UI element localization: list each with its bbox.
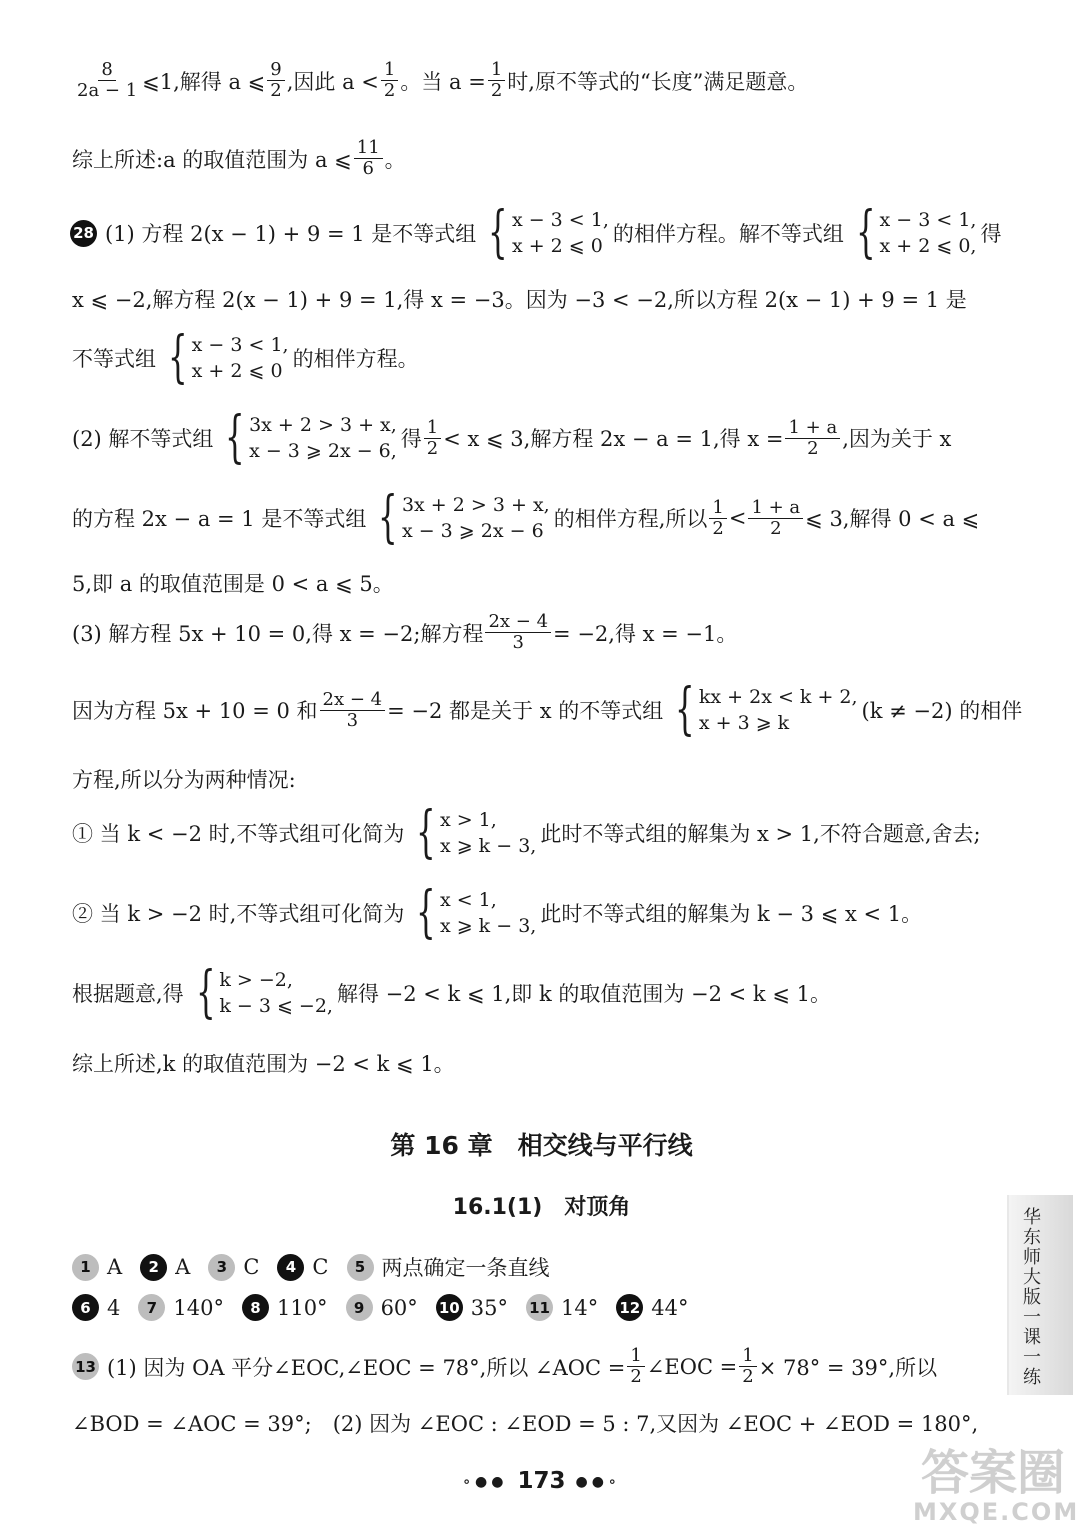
q28-part1-line2: x ⩽ −2,解方程 2(x − 1) + 9 = 1,得 x = −3。因为 −3 < −2,所以方程 2(x − 1) + 9 = 1 是 [72, 288, 967, 312]
watermark-logo: 答案圈 MXQE.COM [913, 1445, 1080, 1526]
q13-line1: 13 (1) 因为 OA 平分∠EOC,∠EOC = 78°,所以 ∠AOC = $\frac{1}{2}$ ∠EOC = $\frac{1}{2}$ × 78° = 39°,所以 [72, 1346, 937, 1387]
fraction: $\frac{1}{2}$ [627, 1346, 644, 1387]
fraction: $\frac{1 + a}{2}$ [785, 418, 840, 459]
q28-part1-line1: 28 (1) 方程 2(x − 1) + 9 = 1 是不等式组 { x − 3 < 1, x + 2 ⩽ 0 的相伴方程。解不等式组 { x − 3 < 1, x + 2 ⩽ 0, 得 [70, 205, 1001, 261]
inequality-system: { x − 3 < 1, x + 2 ⩽ 0, [855, 200, 977, 265]
answers-row-1 [72, 1252, 568, 1282]
chapter-title: 第 16 章 相交线与平行线 [390, 1131, 693, 1160]
fraction: $\frac{1}{2}$ [424, 418, 441, 459]
q28-part3-line2: 因为方程 5x + 10 = 0 和 $\frac{2x - 4}{3}$ = −2 都是关于 x 的不等式组 { kx + 2x < k + 2, x + 3 ⩾ k (k ≠ −2) 的相伴 [72, 677, 1023, 742]
q28-conclusion: 综上所述,k 的取值范围为 −2 < k ⩽ 1。 [72, 1052, 455, 1076]
answers-row-2 [72, 1294, 707, 1321]
q13-line2: ∠BOD = ∠AOC = 39°; (2) 因为 ∠EOC : ∠EOD = 5 : 7,又因为 ∠EOC + ∠EOD = 180°, [72, 1412, 979, 1436]
dots-decoration: ∘●● [462, 1473, 508, 1490]
answer-item: 10 35° [436, 1294, 508, 1321]
q28-part3-line1: (3) 解方程 5x + 10 = 0,得 x = −2;解方程 $\frac{2x - 4}{3}$ = −2,得 x = −1。 [72, 611, 738, 653]
inequality-system: { k > −2, k − 3 ⩽ −2, [195, 960, 333, 1025]
question-number-badge: 28 [70, 220, 97, 247]
line-1: $\frac{8}{2a - 1}$ ⩽1,解得 a ⩽ $\frac{9}{2}$ ,因此 a < $\frac{1}{2}$ 。当 a = $\frac{1}{2}$ 时,原不等式的“长度”满足题意。 [72, 60, 808, 101]
inequality-system: { 3x + 2 > 3 + x, x − 3 ⩾ 2x − 6, [225, 405, 397, 470]
q28-part2-line2: 的方程 2x − a = 1 是不等式组 { 3x + 2 > 3 + x, x − 3 ⩾ 2x − 6 的相伴方程,所以 $\frac{1}{2}$ < $\frac{1 + a}{2}$ ⩽ 3,解得 0 < a ⩽ [72, 485, 980, 550]
answer-item: 7 140° [138, 1294, 224, 1321]
answer-item: 5 两点确定一条直线 [347, 1252, 550, 1282]
answer-item: 11 14° [526, 1294, 598, 1321]
fraction: $\frac{1}{2}$ [381, 60, 398, 101]
section-title: 16.1(1) 对顶角 [452, 1195, 631, 1220]
inequality-system: { 3x + 2 > 3 + x, x − 3 ⩾ 2x − 6 [378, 485, 550, 550]
q28-case1: ① 当 k < −2 时,不等式组可化简为 { x > 1, x ⩾ k − 3, 此时不等式组的解集为 x > 1,不符合题意,舍去; [72, 800, 981, 865]
answer-item: 3 C [208, 1254, 259, 1281]
page-number: 173 [517, 1468, 566, 1494]
q28-part1-line3: 不等式组 { x − 3 < 1, x + 2 ⩽ 0 的相伴方程。 [72, 325, 419, 390]
answer-item: 6 4 [72, 1294, 120, 1321]
dots-decoration: ●●∘ [575, 1473, 621, 1490]
q28-case2: ② 当 k > −2 时,不等式组可化简为 { x < 1, x ⩾ k − 3, 此时不等式组的解集为 k − 3 ⩽ x < 1。 [72, 880, 923, 945]
answer-item: 2 A [140, 1254, 190, 1281]
answer-item: 1 A [72, 1254, 122, 1281]
inequality-system: { x − 3 < 1, x + 2 ⩽ 0 [488, 200, 609, 265]
answer-item: 8 110° [242, 1294, 328, 1321]
inequality-system: { kx + 2x < k + 2, x + 3 ⩾ k [675, 677, 858, 742]
fraction: $\frac{1}{2}$ [739, 1346, 756, 1387]
answer-item: 4 C [277, 1254, 328, 1281]
side-label: 华东师大版一课一练 [1020, 1207, 1041, 1387]
question-number-badge: 13 [72, 1353, 99, 1380]
fraction: $\frac{9}{2}$ [267, 60, 284, 101]
fraction: $\frac{1}{2}$ [488, 60, 505, 101]
inequality-system: { x > 1, x ⩾ k − 3, [416, 800, 537, 865]
q28-condition: 根据题意,得 { k > −2, k − 3 ⩽ −2, 解得 −2 < k ⩽ 1,即 k 的取值范围为 −2 < k ⩽ 1。 [72, 960, 831, 1025]
fraction: $\frac{1 + a}{2}$ [748, 498, 803, 539]
inequality-system: { x − 3 < 1, x + 2 ⩽ 0 [168, 325, 289, 390]
fraction: $\frac{11}{6}$ [354, 138, 383, 179]
side-tab [1007, 1195, 1073, 1395]
fraction: $\frac{8}{2a - 1}$ [77, 59, 138, 101]
summary-line: 综上所述:a 的取值范围为 a ⩽ $\frac{11}{6}$ 。 [72, 137, 406, 179]
inequality-system: { x < 1, x ⩾ k − 3, [416, 880, 537, 945]
fraction: $\frac{2x - 4}{3}$ [320, 690, 386, 731]
q28-part3-line3: 方程,所以分为两种情况: [72, 768, 296, 792]
answer-item: 12 44° [616, 1294, 688, 1321]
q28-part2-line1: (2) 解不等式组 { 3x + 2 > 3 + x, x − 3 ⩾ 2x − 6, 得 $\frac{1}{2}$ < x ⩽ 3,解方程 2x − a = 1,得 x = $\frac{1 + a}{2}$ ,因为关于 x [72, 405, 952, 470]
fraction: $\frac{2x - 4}{3}$ [485, 612, 551, 653]
q28-part2-line3: 5,即 a 的取值范围是 0 < a ⩽ 5。 [72, 572, 394, 596]
answer-item: 9 60° [346, 1294, 418, 1321]
fraction: $\frac{1}{2}$ [709, 498, 726, 539]
